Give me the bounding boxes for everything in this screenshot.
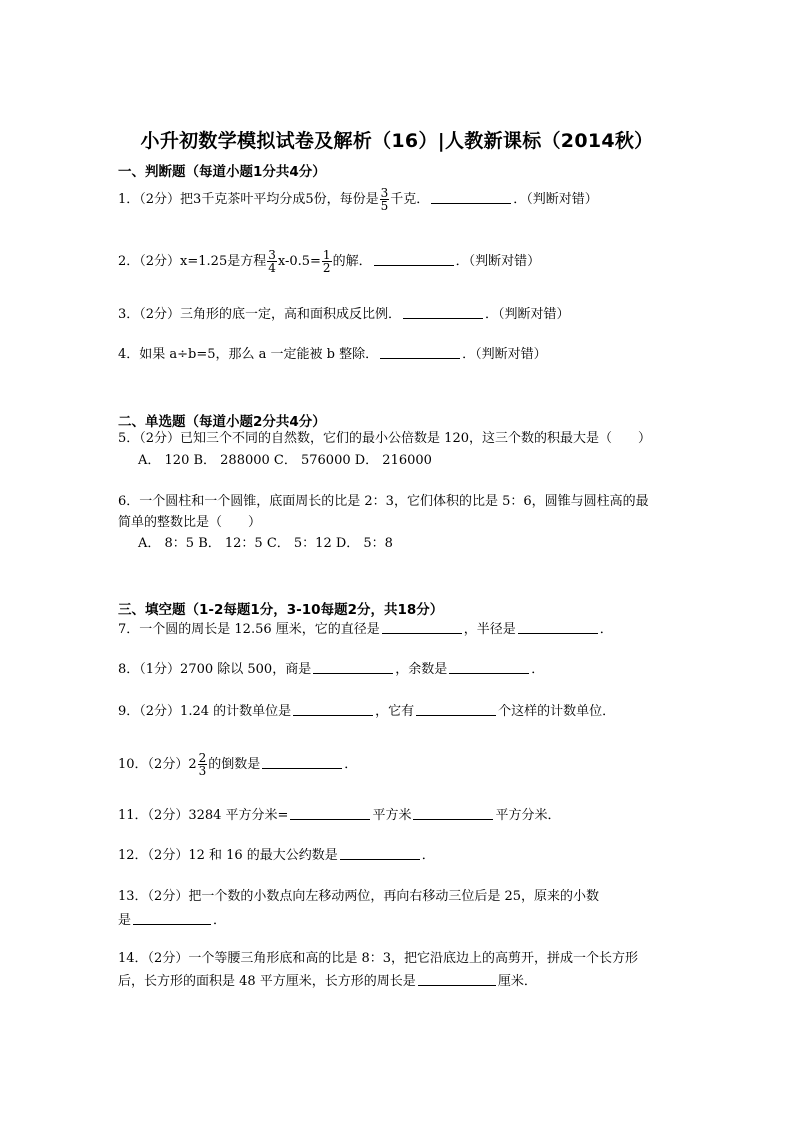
q2-text: 2．（2分）x=1.25是方程 [118, 254, 267, 269]
q7-answer-blank-2[interactable] [518, 621, 598, 634]
q9-text: 9．（2分）1.24 的计数单位是 [118, 704, 292, 719]
q9-post: 个这样的计数单位． [498, 704, 616, 719]
question-2 [118, 249, 540, 274]
q2-mid: x-0.5= [277, 254, 321, 269]
question-6-line-1: 6．一个圆柱和一个圆锥，底面周长的比是 2：3，它们体积的比是 5：6，圆锥与圆柱高的最 [118, 494, 649, 509]
question-1 [118, 187, 598, 212]
q1-fraction [380, 187, 390, 212]
question-10 [118, 752, 357, 777]
question-14-line-1: 14．（2分）一个等腰三角形底和高的比是 8：3，把它沿底边上的高剪开，拼成一个长方形 [118, 951, 638, 966]
section-heading-judgement: 一、判断题（每道小题1分共4分） [118, 164, 326, 180]
q10-fraction [198, 752, 208, 777]
question-5-options: A． 120 B． 288000 C． 576000 D． 216000 [138, 453, 432, 468]
q7-post: ． [599, 622, 613, 637]
q2-tail: ．（判断对错） [455, 254, 541, 269]
q14-answer-blank[interactable] [418, 973, 496, 986]
q1-frac-den: 5 [380, 199, 389, 213]
q4-answer-blank[interactable] [380, 346, 460, 359]
question-13-line-1: 13．（2分）把一个数的小数点向左移动两位，再向右移动三位后是 25，原来的小数 [118, 889, 599, 904]
question-5: 5．（2分）已知三个不同的自然数，它们的最小公倍数是 120，这三个数的积最大是（ ） [118, 431, 651, 446]
section-heading-single-choice: 二、单选题（每道小题2分共4分） [118, 414, 326, 430]
question-9 [118, 703, 615, 720]
q1-frac-num: 3 [380, 186, 389, 200]
q11-mid: 平方米 [372, 808, 412, 823]
q3-tail: ．（判断对错） [485, 307, 570, 322]
question-7 [118, 621, 613, 638]
q14-line2-pre: 后，长方形的面积是 48 平方厘米，长方形的周长是 [118, 974, 416, 989]
q8-mid: ，余数是 [395, 662, 448, 677]
question-4 [118, 346, 547, 363]
q8-post: ． [531, 662, 545, 677]
q8-text: 8．（1分）2700 除以 500，商是 [118, 662, 312, 677]
q13-line2-pre: 是 [118, 913, 132, 928]
q9-answer-blank-1[interactable] [293, 703, 373, 716]
q7-answer-blank-1[interactable] [382, 621, 462, 634]
q12-answer-blank[interactable] [340, 847, 420, 860]
q8-answer-blank-2[interactable] [449, 661, 529, 674]
question-8 [118, 661, 544, 678]
q1-text: 1．（2分）把3千克茶叶平均分成5份，每份是 [118, 192, 379, 207]
q1-post: 千克． [390, 192, 430, 207]
q9-answer-blank-2[interactable] [416, 703, 496, 716]
q14-line2-post: 厘米． [497, 974, 537, 989]
q2-answer-blank[interactable] [374, 253, 454, 266]
question-13-line-2 [118, 912, 226, 929]
q12-post: ． [421, 848, 435, 863]
q10-frac-num: 2 [198, 751, 207, 765]
q9-mid: ，它有 [375, 704, 415, 719]
q2-frac2-num: 1 [322, 248, 331, 262]
q2-fraction-1 [267, 249, 277, 274]
q13-line2-post: ． [213, 913, 227, 928]
question-14-line-2 [118, 973, 537, 990]
question-12 [118, 847, 435, 864]
q10-post: 的倒数是 [208, 757, 261, 772]
q3-text: 3．（2分）三角形的底一定，高和面积成反比例． [118, 307, 402, 322]
question-3 [118, 306, 570, 323]
q1-tail: ．（判断对错） [513, 192, 598, 207]
q4-text: 4．如果 a÷b=5，那么 a 一定能被 b 整除． [118, 347, 379, 362]
question-6-line-2: 简单的整数比是（ ） [118, 515, 262, 530]
question-11 [118, 807, 560, 824]
q7-mid: ，半径是 [463, 622, 516, 637]
q2-frac2-den: 2 [322, 261, 331, 275]
question-6-options: A． 8：5 B． 12：5 C． 5：12 D． 5：8 [138, 536, 393, 551]
q13-answer-blank[interactable] [133, 912, 211, 925]
q7-text: 7．一个圆的周长是 12.56 厘米，它的直径是 [118, 622, 380, 637]
q12-text: 12．（2分）12 和 16 的最大公约数是 [118, 848, 338, 863]
q2-post: 的解． [332, 254, 372, 269]
q2-frac1-num: 3 [268, 248, 276, 262]
q10-frac-den: 3 [198, 764, 207, 778]
q10-answer-blank[interactable] [262, 756, 342, 769]
q11-text: 11．（2分）3284 平方分米= [118, 808, 289, 823]
page-title: 小升初数学模拟试卷及解析（16）|人教新课标（2014秋） [140, 130, 654, 152]
q11-answer-blank-2[interactable] [413, 807, 493, 820]
q1-answer-blank[interactable] [431, 191, 511, 204]
q10-text: 10．（2分）2 [118, 757, 197, 772]
q11-answer-blank-1[interactable] [290, 807, 370, 820]
q11-post: 平方分米． [495, 808, 561, 823]
q2-frac1-den: 4 [268, 261, 276, 275]
q3-answer-blank[interactable] [403, 306, 483, 319]
q2-fraction-2 [322, 249, 332, 274]
q10-tail: ． [344, 757, 358, 772]
section-heading-fill-blank: 三、填空题（1-2每题1分，3-10每题2分，共18分） [118, 602, 444, 618]
q4-tail: ．（判断对错） [462, 347, 547, 362]
q8-answer-blank-1[interactable] [313, 661, 393, 674]
